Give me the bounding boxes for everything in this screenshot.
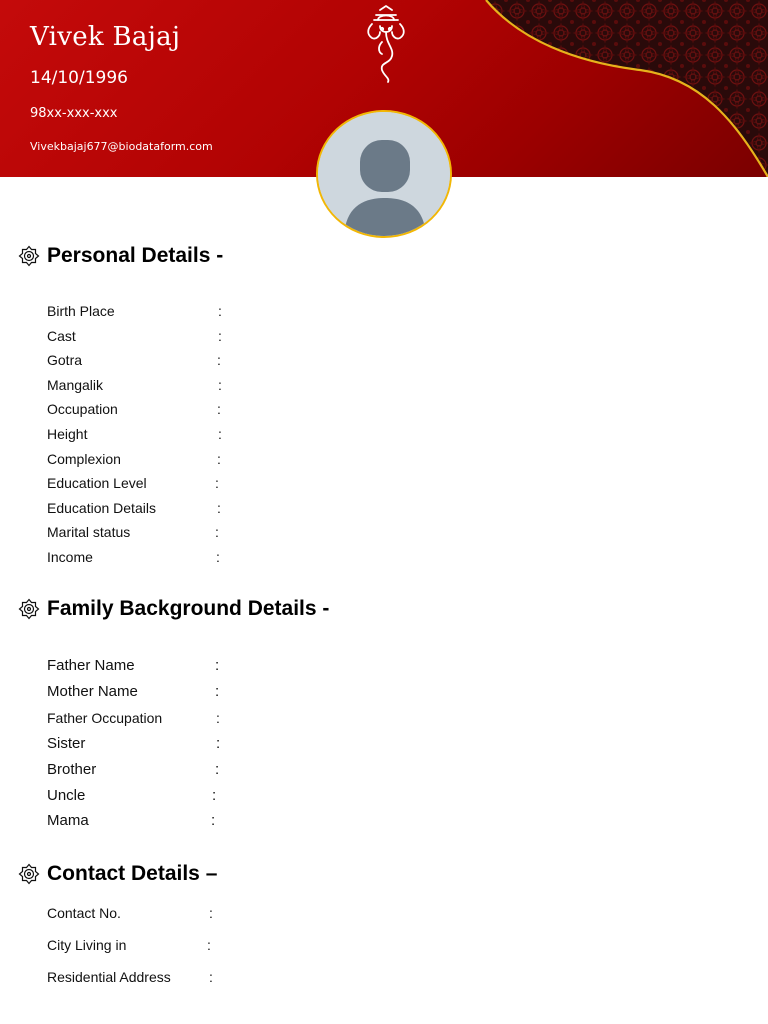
detail-row	[47, 657, 347, 675]
phone-number: 98xx-xxx-xxx	[30, 106, 118, 121]
row-label: Education Level	[47, 475, 147, 491]
email-address: Vivekbajaj677@biodataform.com	[30, 140, 213, 153]
row-label: Education Details	[47, 500, 156, 516]
row-label: Contact No.	[47, 905, 121, 921]
row-label: Birth Place	[47, 303, 115, 319]
row-label: Father Name	[47, 657, 135, 674]
row-label: Height	[47, 426, 88, 442]
row-separator: :	[215, 475, 219, 491]
row-label: Mangalik	[47, 377, 104, 393]
row-label: Income	[47, 549, 93, 565]
row-separator: :	[218, 426, 222, 442]
detail-row	[47, 683, 347, 701]
row-label: Sister	[47, 735, 86, 752]
row-label: Cast	[47, 328, 76, 344]
section-title: Personal Details -	[47, 244, 224, 267]
row-label: City Living in	[47, 937, 127, 953]
detail-row	[47, 401, 347, 419]
row-separator: :	[211, 812, 216, 829]
detail-row	[47, 969, 347, 987]
mandala-bullet-icon	[18, 598, 40, 620]
row-label: Gotra	[47, 352, 83, 368]
date-of-birth: 14/10/1996	[30, 68, 128, 88]
row-separator: :	[216, 735, 221, 752]
section-title: Family Background Details -	[47, 597, 330, 620]
detail-row	[47, 451, 347, 469]
detail-row	[47, 475, 347, 493]
row-separator: :	[215, 657, 220, 674]
section-title: Contact Details –	[47, 862, 218, 885]
row-separator: :	[215, 524, 219, 540]
row-label: Complexion	[47, 451, 121, 467]
detail-row	[47, 328, 347, 346]
contact-details-heading	[18, 862, 217, 886]
row-separator: :	[218, 303, 222, 319]
row-label: Residential Address	[47, 969, 171, 985]
detail-row	[47, 812, 347, 830]
row-separator: :	[212, 787, 217, 804]
detail-row	[47, 352, 347, 370]
row-label: Occupation	[47, 401, 118, 417]
row-label: Uncle	[47, 787, 86, 804]
row-separator: :	[215, 761, 220, 778]
detail-row	[47, 303, 347, 321]
row-separator: :	[215, 683, 220, 700]
row-separator: :	[209, 905, 213, 921]
mandala-bullet-icon	[18, 863, 40, 885]
row-separator: :	[216, 549, 220, 565]
row-label: Mother Name	[47, 683, 138, 700]
detail-row	[47, 937, 347, 955]
detail-row	[47, 549, 347, 567]
detail-row	[47, 735, 347, 753]
row-separator: :	[217, 451, 221, 467]
row-separator: :	[209, 969, 213, 985]
personal-details-heading	[18, 244, 223, 268]
row-separator: :	[217, 401, 221, 417]
row-label: Father Occupation	[47, 710, 163, 726]
family-details-heading	[18, 597, 329, 621]
row-label: Mama	[47, 812, 89, 829]
row-label: Marital status	[47, 524, 131, 540]
row-separator: :	[207, 937, 211, 953]
detail-row	[47, 710, 347, 728]
row-separator: :	[218, 377, 222, 393]
ganesha-icon	[360, 4, 412, 84]
detail-row	[47, 524, 347, 542]
detail-row	[47, 761, 347, 779]
detail-row	[47, 426, 347, 444]
detail-row	[47, 500, 347, 518]
detail-row	[47, 377, 347, 395]
row-separator: :	[218, 328, 222, 344]
candidate-name: Vivek Bajaj	[30, 22, 181, 52]
row-separator: :	[216, 710, 220, 726]
detail-row	[47, 905, 347, 923]
detail-row	[47, 787, 347, 805]
profile-photo[interactable]	[316, 110, 452, 238]
mandala-bullet-icon	[18, 245, 40, 267]
avatar-placeholder-icon	[318, 112, 450, 236]
row-separator: :	[217, 352, 221, 368]
row-separator: :	[217, 500, 221, 516]
row-label: Brother	[47, 761, 97, 778]
